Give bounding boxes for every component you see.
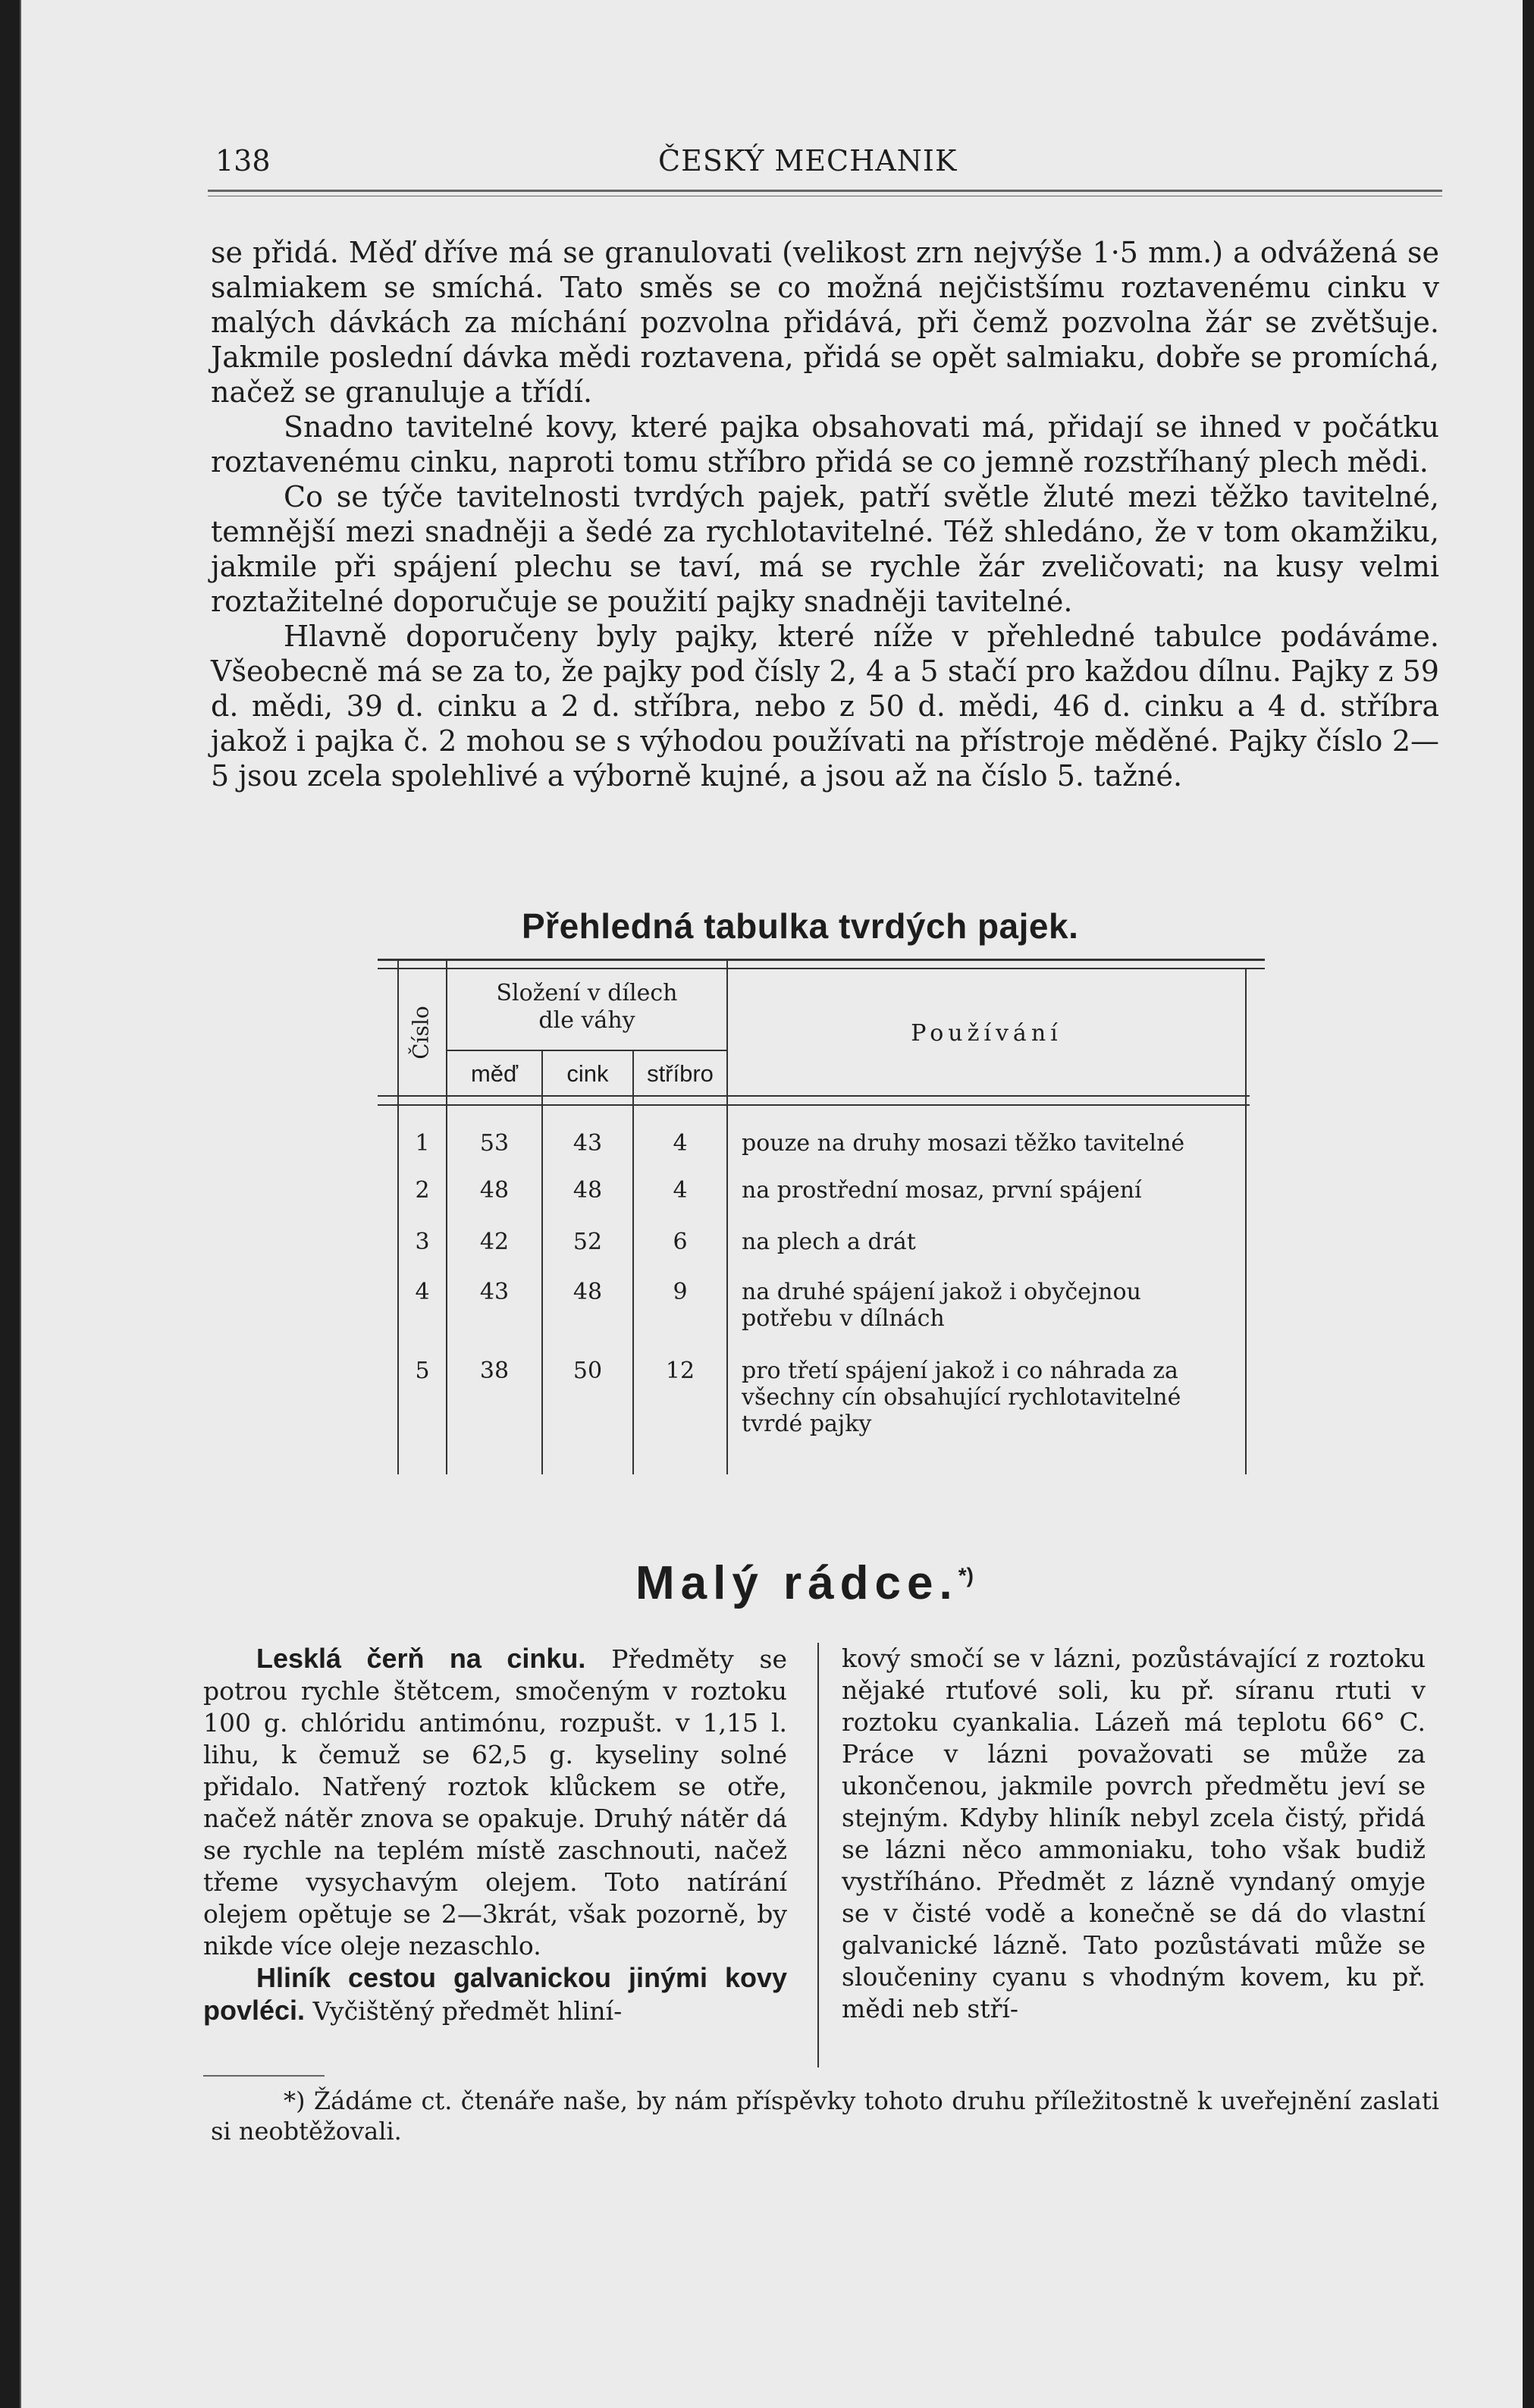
table-vline [397,959,399,1474]
table-vline [632,1050,634,1474]
footnote-rule [203,2075,325,2077]
cell-zinc: 48 [573,1279,603,1305]
cell-usage: pro třetí spájení jakož i co náhrada za všechny cín obsahující rychlotavitelné tvrdé pajky [742,1358,1181,1437]
paragraph: Snadno tavitelné kovy, které pajka obsahovati má, přidají se ihned v počátku roztavenému cinku, naproti tomu stříbro přidá se co jemně rozstříhaný plech mědi. [211,410,1439,479]
page-number: 138 [215,144,271,177]
item-text: kový smočí se v lázni, pozůstávající z roztoku nějaké rtuťové soli, ku př. síranu rtuti v roztoku cyankalia. Lázeň má teplotu 66° C. Práce v lázni považovati se může za ukončenou, jakmile povrch předmětu jeví se stejným. Kdyby hliník nebyl zcela čistý, přidá se lázni něco ammoniaku, toho však budiž vystříháno. Předmět z lázně vyndaný omyje se v čisté vodě a konečně se dá do vlastní galvanické lázně. Tato pozůstávati může se sloučeniny cyanu s vhodným kovem, ku př. mědi neb stří- [842,1644,1426,2023]
row-number: 4 [415,1279,430,1305]
col-header-zinc: cink [566,1060,609,1087]
right-column [842,1643,1426,2025]
cell-usage: pouze na druhy mosazi těžko tavitelné [742,1130,1185,1157]
cell-zinc: 48 [573,1177,603,1204]
cell-copper: 53 [479,1130,510,1157]
item-heading: Hliník cestou galvanickou jinými kovy povléci. [203,1962,787,2026]
running-title: ČESKÝ MECHANIK [658,144,958,177]
item-text: Předměty se potrou rychle štětcem, smočeným v roztoku 100 g. chlóridu antimónu, rozpušt. v 1,15 l. lihu, k čemuž se 62,5 g. kyseliny solné přidalo. Natřený roztok klůckem se otře, načež nátěr znova se opakuje. Druhý nátěr dá se rychle na teplém místě zaschnouti, načež třeme vysychavým olejem. Toto natírání olejem opětuje se 2—3krát, však pozorně, by nikde více oleje nezaschlo. [203,1644,788,1961]
col-header-composition: Složení v dílech [496,980,678,1006]
cell-zinc: 52 [573,1229,603,1255]
row-number: 5 [415,1358,430,1384]
paragraph: Hlavně doporučeny byly pajky, které níže v přehledné tabulce podáváme. Všeobecně má se za to, že pajky pod čísly 2, 4 a 5 stačí pro každou dílnu. Pajky z 59 d. mědi, 39 d. cinku a 2 d. stříbra, nebo z 50 d. mědi, 46 d. cinku a 4 d. stříbra jakož i pajka č. 2 mohou se s výhodou používati na přístroje měděné. Pajky číslo 2—5 jsou zcela spolehlivé a výborně kujné, a jsou až na číslo 5. tažné. [211,620,1439,793]
cell-copper: 38 [479,1358,510,1384]
cell-silver: 6 [673,1229,688,1255]
table-title: Přehledná tabulka tvrdých pajek. [522,906,1079,946]
table-top-rule-thin [378,968,1265,969]
cell-zinc: 50 [573,1358,603,1384]
cell-usage: na plech a drát [742,1229,916,1255]
solder-table [21,0,1523,2408]
header-bottom-rule-thin [378,1104,1250,1106]
cell-copper: 42 [479,1229,510,1255]
table-vline [541,1050,543,1474]
col-header-silver: stříbro [647,1060,714,1087]
section-title-text: Malý rádce. [635,1557,958,1609]
table-top-rule [378,959,1265,961]
footnote: *) Žádáme ct. čtenáře naše, by nám příspěvky tohoto druhu příležitostně k uveřejnění zaslati si neobtěžovali. [211,2086,1439,2146]
item-heading: Lesklá čerň na cinku. [256,1643,586,1674]
cell-zinc: 43 [573,1130,603,1157]
row-number: 2 [415,1177,430,1204]
col-header-usage: Používání [911,1020,1062,1047]
col-header-number: Číslo [408,1006,434,1060]
section-title [635,1556,974,1610]
cell-usage: na druhé spájení jakož i obyčejnou potřebu v dílnách [742,1279,1141,1332]
item-text: Vyčištěný předmět hliní- [312,1996,623,2026]
footnote-marker: *) [958,1563,974,1587]
col-header-composition-sub: dle váhy [538,1007,635,1034]
page [20,0,1523,2408]
cell-silver: 9 [673,1279,688,1305]
cell-silver: 4 [673,1177,688,1204]
table-vline [446,959,447,1474]
paragraph: se přidá. Měď dříve má se granulovati (velikost zrn nejvýše 1·5 mm.) a odvážená se salmiakem se smíchá. Tato směs se co možná nejčistšímu roztavenému cinku v malých dávkách za míchání pozvolna přidává, při čemž pozvolna žár se zvětšuje. Jakmile poslední dávka mědi roztavena, přidá se opět salmiaku, dobře se promíchá, načež se granuluje a třídí. [211,236,1439,409]
cell-copper: 48 [479,1177,510,1204]
cell-silver: 4 [673,1130,688,1157]
row-number: 1 [415,1130,430,1157]
left-column [203,1643,787,2027]
column-divider [817,1643,819,2067]
cell-usage: na prostřední mosaz, první spájení [742,1177,1142,1204]
cell-copper: 43 [479,1279,510,1305]
col-header-copper: měď [470,1060,519,1087]
subheader-rule [446,1050,726,1051]
paragraph: Co se týče tavitelnosti tvrdých pajek, patří světle žluté mezi těžko tavitelné, temnější mezi snadněji a šedé za rychlotavitelné. Též shledáno, že v tom okamžiku, jakmile při spájení plechu se taví, má se rychle žár zveličovati; na kusy velmi roztažitelné doporučuje se použití pajky snadněji tavitelné. [211,480,1439,618]
table-vline [1245,968,1247,1474]
row-number: 3 [415,1229,430,1255]
cell-silver: 12 [665,1358,695,1384]
header-bottom-rule [378,1095,1250,1097]
